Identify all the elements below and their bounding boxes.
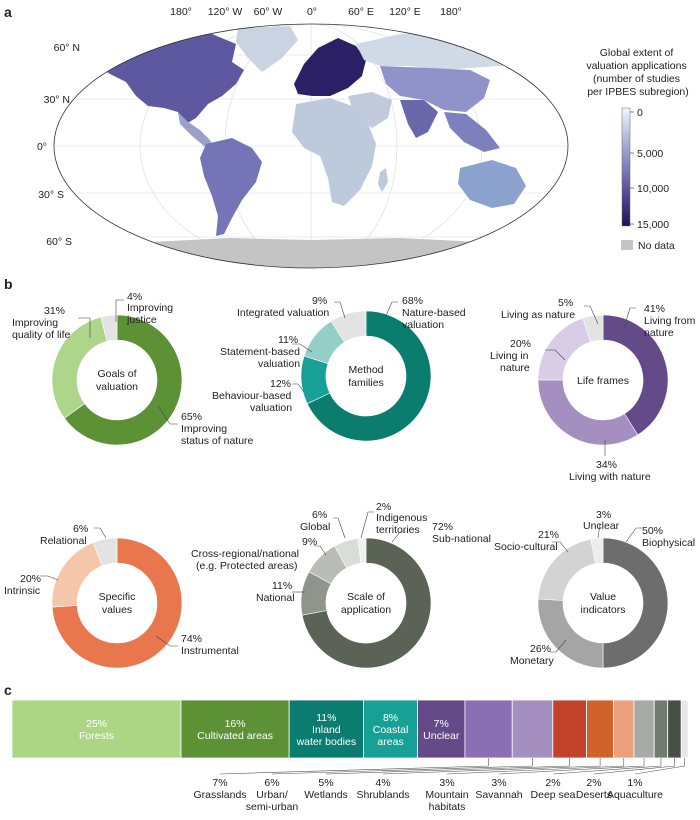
lon-label: 120° E [389,6,421,18]
bar-segment-label: 16% Cultivated areas [197,718,274,742]
slice-label: 41% Living from nature [644,303,696,339]
legend-tick: 15,000 [637,219,670,231]
slice-label: 9% Cross-regional/national (e.g. Protected areas) [191,536,318,572]
donut-center-label: Goals of valuation [95,368,139,393]
lat-label: 30° N [43,94,70,106]
legend-tick: 0 [637,107,643,119]
lat-label: 60° N [53,42,80,54]
bar-segment-label: 3% Mountain habitats [425,777,469,813]
bar-segment-label: 8% Coastal areas [372,712,409,748]
slice-label: 21% Socio-cultural [494,529,560,553]
slice-label: 12% Behaviour-based valuation [212,378,293,414]
bar-segment-label: 6% Urban/ semi-urban [245,777,299,813]
lon-label: 180° [170,6,192,18]
lat-label: 60° S [46,236,72,248]
slice-label: 31% Improving quality of life [12,305,71,341]
donut-value-indicators [538,538,668,668]
panel-label-a: a [4,4,12,20]
no-data-swatch [621,240,633,250]
slice-label: 4% Improving justice [127,291,174,326]
lon-label: 60° W [253,6,283,18]
donut-center-label: Scale of application [340,591,392,616]
slice-label: 20% Intrinsic [4,573,42,597]
bar-segment-label: 2% Deep sea [530,777,576,801]
lon-label: 120° W [207,6,243,18]
bar-segment-label: 7% Unclear [423,718,460,742]
slice-label: 50% Biophysical [642,525,696,549]
bar-segment [512,700,553,758]
habitat-stacked-bar [0,690,700,820]
donut-slice [538,380,638,445]
bar-segment [681,700,688,758]
panel-label-b: b [4,276,13,292]
slice-label: 3% Unclear [583,509,620,532]
lat-label: 0° [36,141,47,153]
map-legend [586,47,689,252]
lon-label: 180° [440,6,462,18]
slice-label: 2% Indigenous territories [376,501,428,536]
donut-scale-of-application [301,538,431,668]
donut-slice [538,318,591,380]
bar-leader-line [594,758,674,774]
bar-segment-label: 2% Deserts [575,777,613,801]
donut-goals-of-valuation [52,315,182,445]
no-data-label: No data [638,240,675,252]
legend-title: Global extent of valuation applications (number of studies per IPBES subregion) [586,47,689,98]
bar-segment [465,700,512,758]
bar-segment [654,700,668,758]
color-scale-bar [622,108,630,226]
slice-label: 11% National [256,580,295,604]
bar-segment [587,700,614,758]
donut-charts [0,280,700,680]
antarctica [60,238,560,272]
slice-label: 6% Relational [40,523,89,547]
lon-label: 0° [306,6,318,18]
bar-segment-label: 7% Grasslands [193,777,247,801]
legend-tick: 5,000 [637,148,664,160]
bar-segment-label: 4% Shrublands [356,777,410,801]
bar-segment-label: 1% Aquaculture [606,777,664,801]
bar-segment-label: 25% Forests [78,718,115,742]
donut-slice [603,538,668,668]
world-map [0,0,700,275]
legend-tick: 10,000 [637,183,670,195]
slice-label: 74% Instrumental [181,633,239,657]
slice-label: 65% Improving status of nature [181,411,254,447]
bar-segment-label: 5% Wetlands [304,777,348,801]
donut-center-label: Life frames [577,375,629,387]
donut-center-label: Value indicators [580,591,626,616]
slice-label: 68% Nature-based valuation [402,295,466,331]
bar-segment [668,700,682,758]
slice-label: 26% Monetary [510,643,554,667]
lon-label: 60° E [348,6,374,18]
bar-segment-label: 11% Inland water bodies [296,712,357,748]
slice-label: 9% Integrated valuation [237,295,330,319]
bar-segment [614,700,634,758]
donut-slice [52,543,102,608]
slice-label: 6% Global [300,509,331,533]
bar-segment [634,700,654,758]
bar-segment [553,700,587,758]
lat-label: 30° S [38,189,64,201]
donut-center-label: Specific values [98,591,136,616]
slice-label: 72% Sub-national [432,521,491,545]
slice-label: 20% Living in nature [490,338,532,374]
slice-label: 5% Living as nature [501,297,576,321]
slice-label: 34% Living with nature [569,459,651,483]
slice-label: 11% Statement-based valuation [220,334,301,370]
donut-center-label: Method families [348,364,384,389]
bar-segment-label: 3% Savannah [475,777,523,801]
panel-label-c: c [4,682,12,698]
donut-specific-values [52,538,182,668]
